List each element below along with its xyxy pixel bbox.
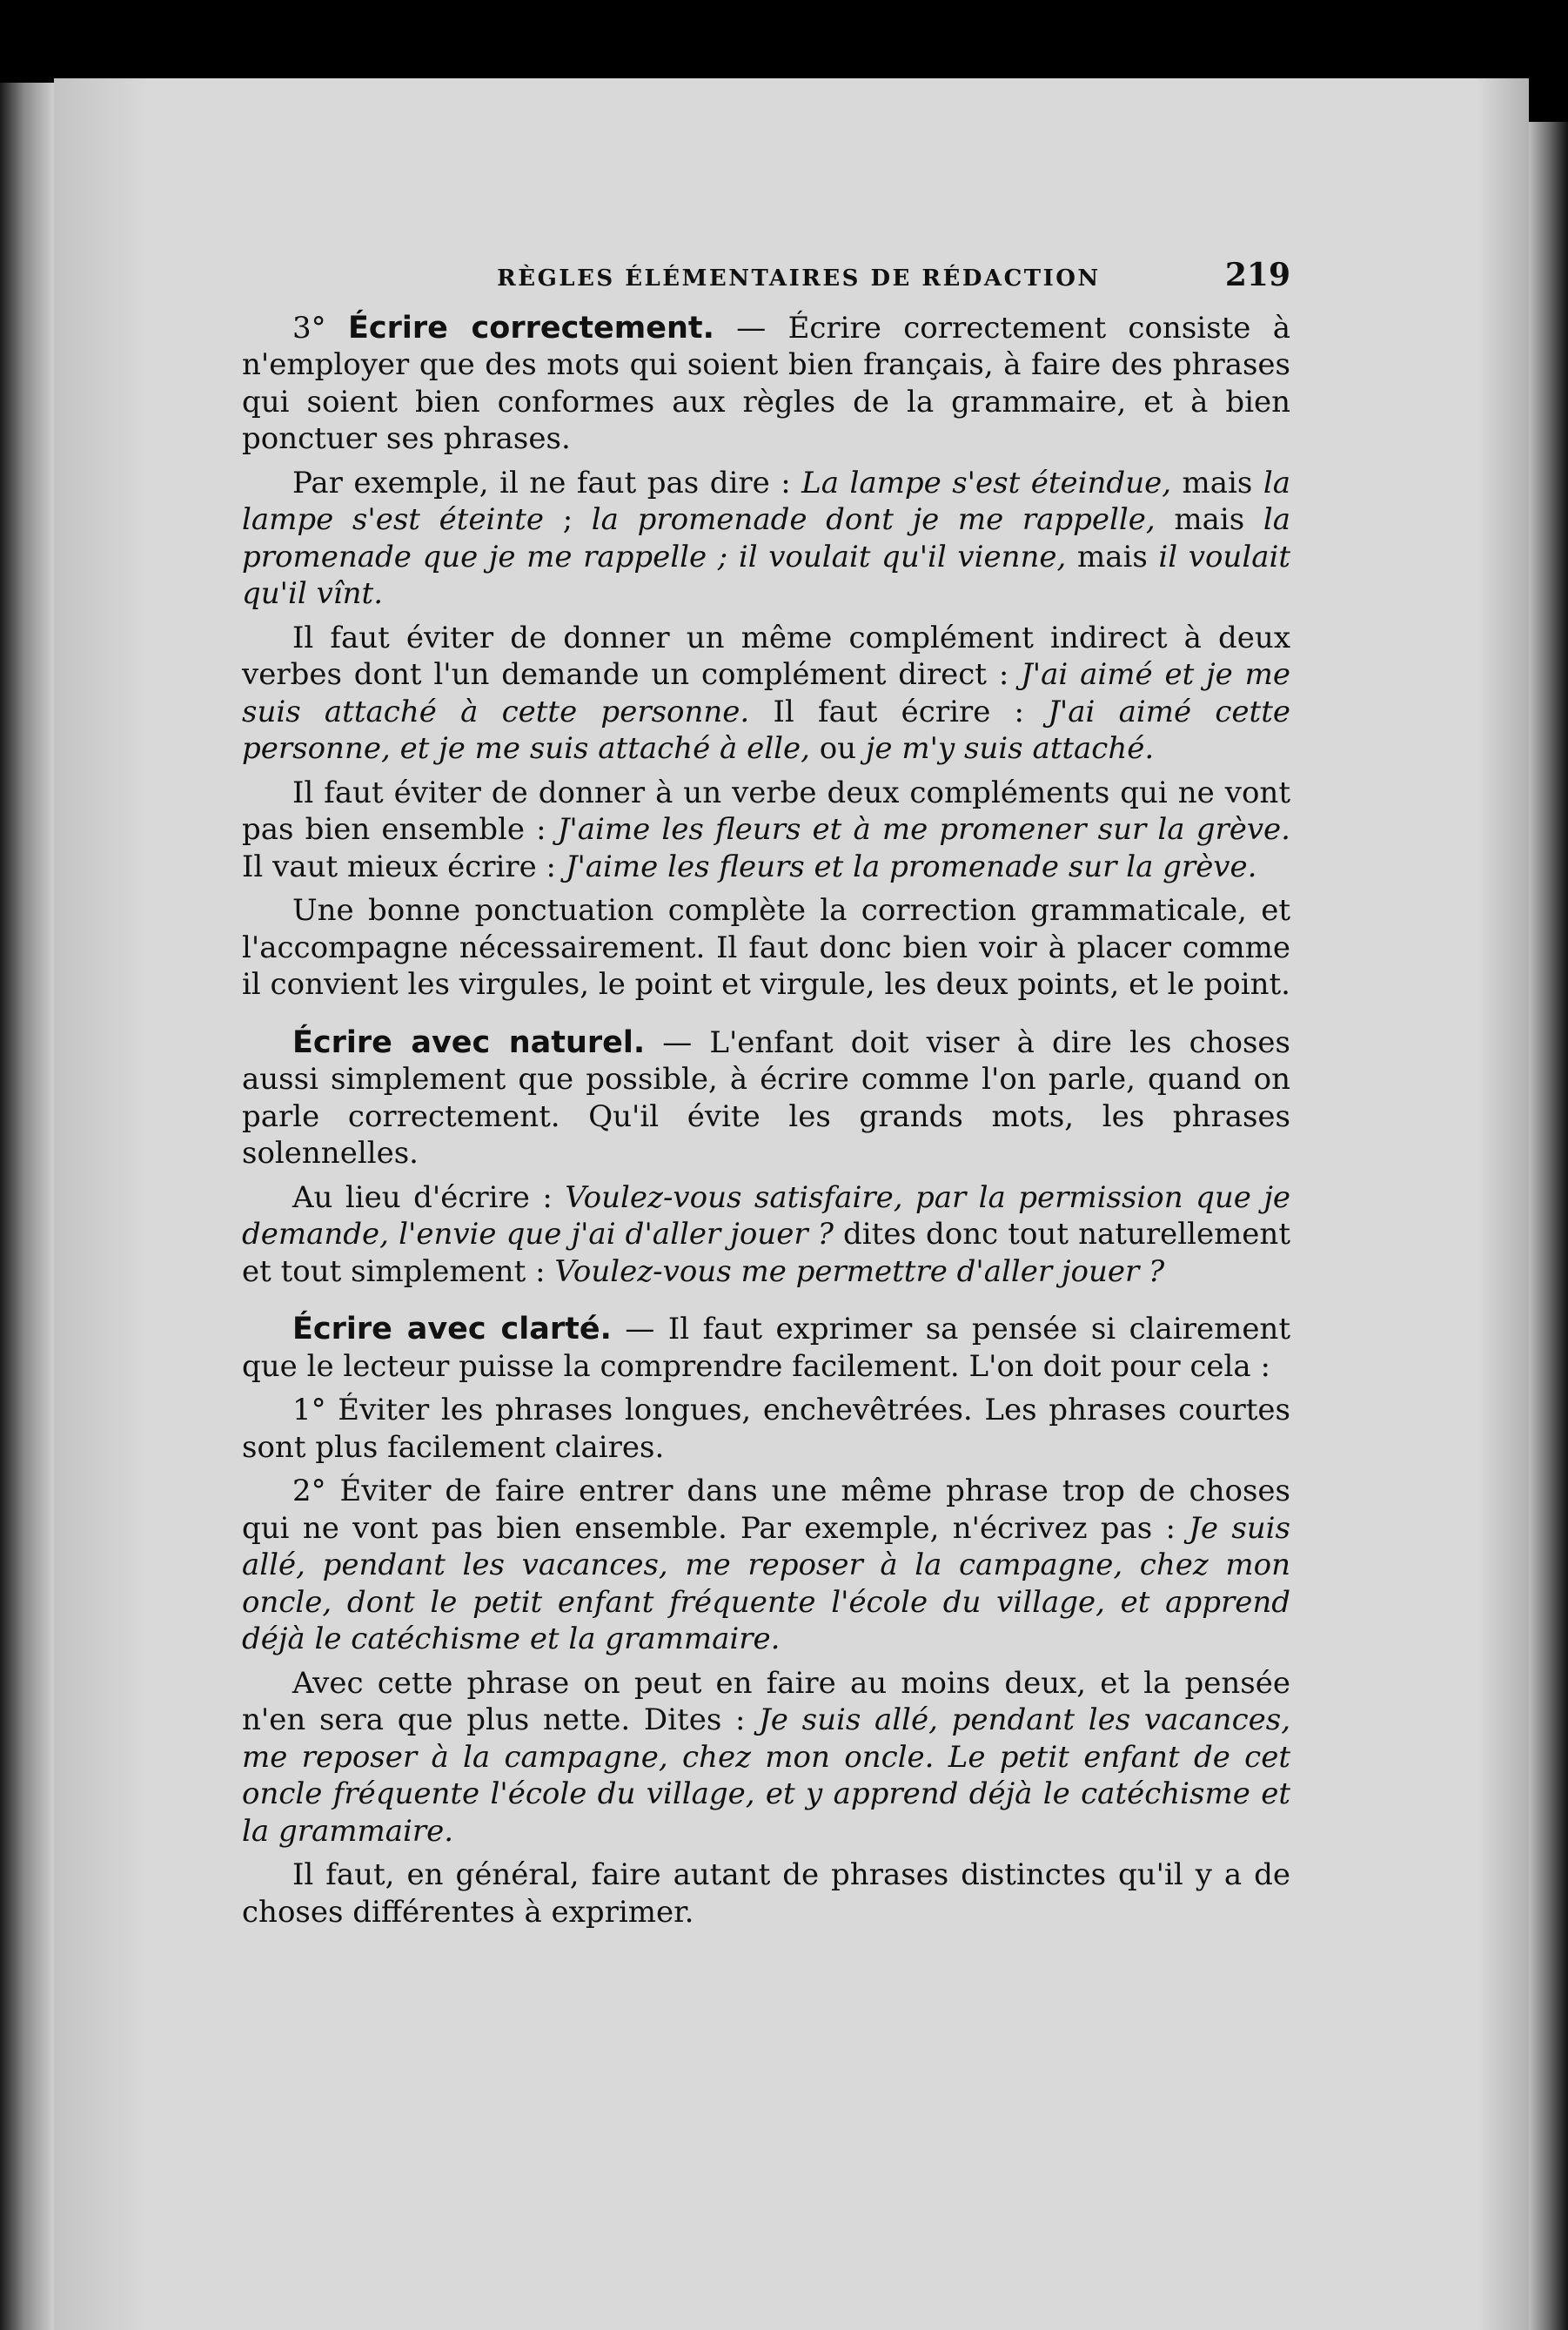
- italic-run: il voulait qu'il vînt.: [242, 539, 1290, 611]
- paragraph-p5: [242, 892, 1290, 1004]
- paragraph-p6: [242, 1024, 1290, 1172]
- text-run: Il faut écrire :: [749, 694, 1049, 729]
- section-heading: Écrire avec clarté.: [292, 1312, 612, 1346]
- text-run: mais: [1155, 502, 1263, 537]
- paragraph-p7: [242, 1179, 1290, 1291]
- italic-run: J'ai aimé cette personne, et je me suis attaché à elle,: [242, 694, 1290, 766]
- running-title: RÈGLES ÉLÉMENTAIRES DE RÉDACTION: [497, 265, 1101, 292]
- text-run: 1° Éviter les phrases longues, enchevêtrées. Les phrases courtes sont plus facilement claires.: [242, 1393, 1290, 1465]
- paragraph-p10: [242, 1473, 1290, 1658]
- text-run: mais: [1171, 465, 1263, 500]
- page-number: 219: [1224, 257, 1290, 293]
- text-run: — Il faut exprimer sa pensée si clairement que le lecteur puisse la comprendre facilement. L'on doit pour cela :: [242, 1312, 1290, 1384]
- text-run: 2° Éviter de faire entrer dans une même phrase trop de choses qui ne vont pas bien ensemble. Par exemple, n'écrivez pas :: [242, 1474, 1290, 1546]
- section-heading: Écrire correctement.: [347, 310, 714, 346]
- italic-run: la promenade que je me rappelle ; il voulait qu'il vienne,: [242, 502, 1291, 574]
- body-text: [242, 310, 1290, 1931]
- italic-run: Je suis allé, pendant les vacances, me reposer à la campagne, chez mon oncle. Le petit enfant de cet oncle fréquente l'école du village, et y apprend déjà le catéchisme et la grammaire.: [242, 1702, 1290, 1849]
- italic-run: J'ai aimé et je me suis attaché à cette personne.: [242, 657, 1290, 729]
- text-run: mais: [1066, 539, 1159, 574]
- text-run: dites donc tout naturellement et tout simplement :: [242, 1217, 1290, 1289]
- text-run: Par exemple, il ne faut pas dire :: [292, 465, 802, 500]
- text-run: Avec cette phrase on peut en faire au moins deux, et la pensée n'en sera que plus nette. Dites :: [242, 1665, 1290, 1737]
- text-run: Il faut, en général, faire autant de phrases distinctes qu'il y a de choses différentes à exprimer.: [242, 1857, 1290, 1930]
- italic-run: Voulez-vous satisfaire, par la permission que je demande, l'envie que j'ai d'aller jouer ?: [242, 1179, 1290, 1252]
- italic-run: Je suis allé, pendant les vacances, me reposer à la campagne, chez mon oncle, dont le petit enfant fréquente l'école du village, et apprend déjà le catéchisme et la grammaire.: [242, 1510, 1291, 1656]
- page-text-block: [242, 257, 1290, 1937]
- section-gap: [242, 1011, 1290, 1024]
- italic-run: J'aime les fleurs et la promenade sur la grève.: [565, 849, 1257, 884]
- paragraph-p1: [242, 310, 1290, 458]
- text-run: — Écrire correctement consiste à n'employer que des mots qui soient bien français, à faire des phrases qui soient bien conformes aux règles de la grammaire, et à bien ponctuer ses phrases.: [242, 310, 1290, 456]
- italic-run: J'aime les fleurs et à me promener sur la grève.: [557, 812, 1290, 847]
- paragraph-p3: [242, 620, 1290, 768]
- text-run: Il vaut mieux écrire :: [242, 849, 566, 884]
- text-run: Il faut éviter de donner un même complément indirect à deux verbes dont l'un demande un complément direct :: [242, 620, 1290, 692]
- section-gap: [242, 1297, 1290, 1311]
- text-run: 3°: [292, 310, 348, 346]
- paragraph-p2: [242, 465, 1290, 613]
- paragraph-p12: [242, 1857, 1290, 1930]
- paragraph-p11: [242, 1665, 1290, 1850]
- text-run: Une bonne ponctuation complète la correction grammaticale, et l'accompagne nécessairement. Il faut donc bien voir à placer comme il convient les virgules, le point et virgule, les deux points, et le point.: [242, 893, 1290, 1002]
- italic-run: la promenade dont je me rappelle,: [591, 502, 1156, 537]
- paragraph-p8: [242, 1311, 1290, 1385]
- running-head: [242, 257, 1290, 298]
- left-page-edge: [0, 83, 54, 2330]
- italic-run: Voulez-vous me permettre d'aller jouer ?: [554, 1253, 1165, 1289]
- italic-run: la lampe s'est éteinte: [242, 465, 1290, 537]
- section-heading: Écrire avec naturel.: [292, 1024, 646, 1060]
- text-run: Il faut éviter de donner à un verbe deux compléments qui ne vont pas bien ensemble :: [242, 775, 1290, 847]
- text-run: ou: [809, 731, 866, 766]
- text-run: ;: [544, 502, 592, 537]
- paragraph-p9: [242, 1392, 1290, 1466]
- italic-run: je m'y suis attaché.: [865, 731, 1155, 766]
- text-run: Au lieu d'écrire :: [292, 1179, 566, 1215]
- right-page-edge: [1529, 122, 1568, 2330]
- paragraph-p4: [242, 775, 1290, 886]
- text-run: — L'enfant doit viser à dire les choses aussi simplement que possible, à écrire comme l'on parle, quand on parle correctement. Qu'il évite les grands mots, les phrases solennelles.: [242, 1024, 1290, 1171]
- italic-run: La lampe s'est éteindue,: [801, 465, 1172, 500]
